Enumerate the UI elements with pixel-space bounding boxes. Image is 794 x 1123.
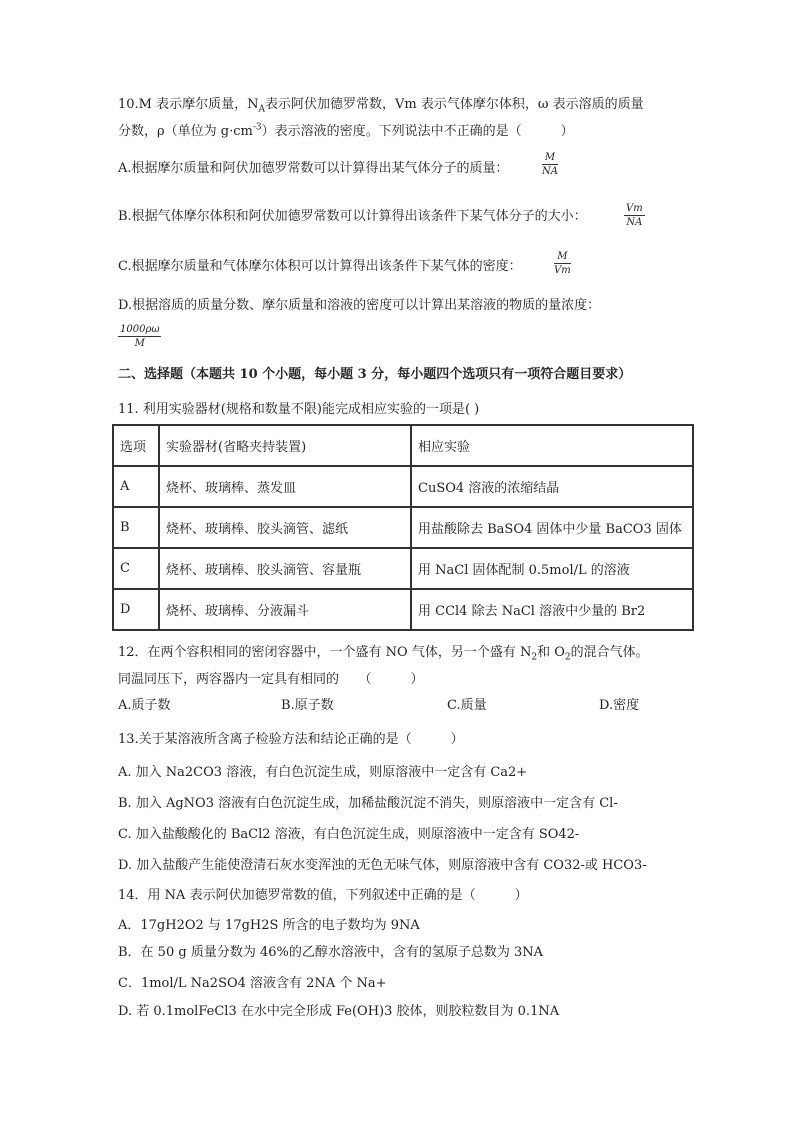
q14-option-b: B．在 50 g 质量分数为 46%的乙醇水溶液中，含有的氢原子总数为 3NA xyxy=(118,945,544,960)
cell-equipment: 烧杯、玻璃棒、胶头滴管、滤纸 xyxy=(159,507,411,548)
q10-option-c-fraction: $\frac{M}{Vm}$ xyxy=(554,251,571,276)
cell-experiment: 用盐酸除去 BaSO4 固体中少量 BaCO3 固体 xyxy=(411,507,693,548)
table-row xyxy=(113,589,693,630)
cell-experiment: 用 CCl4 除去 NaCl 溶液中少量的 Br2 xyxy=(411,589,693,630)
q12-option-a: A.质子数 xyxy=(118,698,171,713)
q10-stem-line1: 10.M 表示摩尔质量，$N_A$表示阿伏加德罗常数，Vm 表示气体摩尔体积，ω 表示溶质的质量 xyxy=(118,97,644,115)
cell-experiment: 用 NaCl 固体配制 0.5mol/L 的溶液 xyxy=(411,548,693,589)
header-cell-option: 选项 xyxy=(113,425,159,466)
q10-option-b: B.根据气体摩尔体积和阿伏加德罗常数可以计算得出该条件下某气体分子的大小： xyxy=(118,209,587,224)
table-row xyxy=(113,548,693,589)
table-row xyxy=(113,507,693,548)
q10-option-a-fraction: $\frac{M}{NA}$ xyxy=(542,152,558,177)
q10-option-c: C.根据摩尔质量和气体摩尔体积可以计算得出该条件下某气体的密度： xyxy=(118,259,522,274)
q11-table xyxy=(112,424,694,631)
cell-equipment: 烧杯、玻璃棒、蒸发皿 xyxy=(159,466,411,507)
section2-title: 二、选择题（本题共 10 个小题，每小题 3 分，每小题四个选项只有一项符合题目要求） xyxy=(118,367,632,382)
table-header-row xyxy=(113,425,693,466)
q14-stem: 14．用 NA 表示阿伏加德罗常数的值，下列叙述中正确的是（ ） xyxy=(118,888,528,903)
header-cell-equipment: 实验器材(省略夹持装置) xyxy=(159,425,411,466)
header-cell-experiment: 相应实验 xyxy=(411,425,693,466)
cell-equipment: 烧杯、玻璃棒、分液漏斗 xyxy=(159,589,411,630)
q10-option-b-fraction: $\frac{Vm}{NA}$ xyxy=(626,203,643,228)
q10-option-d: D.根据溶质的质量分数、摩尔质量和溶液的密度可以计算出某溶液的物质的量浓度： xyxy=(118,298,601,313)
q14-option-c: C．1mol/L Na2SO4 溶液含有 2NA 个 Na+ xyxy=(118,976,387,991)
q10-stem-line2: 分数，ρ（单位为 $g\cdot cm^{-3}$）表示溶液的密度。下列说法中不正确的是（ ） xyxy=(118,122,574,139)
q14-option-a: A．17gH2O2 与 17gH2S 所含的电子数均为 9NA xyxy=(118,918,420,933)
q12-stem-line1: 12．在两个容积相同的密闭容器中，一个盛有 NO 气体，另一个盛有 $N_2$和 $O_2$的混合气体。 xyxy=(118,645,649,663)
q13-option-d: D. 加入盐酸产生能使澄清石灰水变浑浊的无色无味气体，则原溶液中含有 CO32-或 HCO3- xyxy=(118,858,647,873)
q12-option-c: C.质量 xyxy=(447,698,487,713)
table-row xyxy=(113,466,693,507)
cell-option: A xyxy=(113,466,159,507)
cell-equipment: 烧杯、玻璃棒、胶头滴管、容量瓶 xyxy=(159,548,411,589)
cell-option: B xyxy=(113,507,159,548)
q10-option-d-fraction: $\frac{1000\rho\omega}{M}$ xyxy=(120,324,160,349)
q13-option-c: C. 加入盐酸酸化的 BaCl2 溶液，有白色沉淀生成，则原溶液中一定含有 SO42- xyxy=(118,827,580,842)
q13-option-b: B. 加入 AgNO3 溶液有白色沉淀生成，加稀盐酸沉淀不消失，则原溶液中一定含有 Cl- xyxy=(118,796,618,811)
q14-option-d: D. 若 0.1molFeCl3 在水中完全形成 Fe(OH)3 胶体，则胶粒数目为 0.1NA xyxy=(118,1004,560,1019)
q11-stem: 11. 利用实验器材(规格和数量不限)能完成相应实验的一项是( ) xyxy=(118,402,480,417)
q12-option-b: B.原子数 xyxy=(281,698,334,713)
q12-stem-line2: 同温同压下，两容器内一定具有相同的 （ ） xyxy=(118,672,424,687)
cell-option: C xyxy=(113,548,159,589)
q12-option-d: D.密度 xyxy=(599,698,640,713)
q13-stem: 13.关于某溶液所含离子检验方法和结论正确的是（ ） xyxy=(118,732,464,747)
cell-experiment: CuSO4 溶液的浓缩结晶 xyxy=(411,466,693,507)
q10-option-a: A.根据摩尔质量和阿伏加德罗常数可以计算得出某气体分子的质量： xyxy=(118,161,509,176)
q13-option-a: A. 加入 Na2CO3 溶液，有白色沉淀生成，则原溶液中一定含有 Ca2+ xyxy=(118,765,528,780)
q12-options xyxy=(118,697,678,715)
cell-option: D xyxy=(113,589,159,630)
